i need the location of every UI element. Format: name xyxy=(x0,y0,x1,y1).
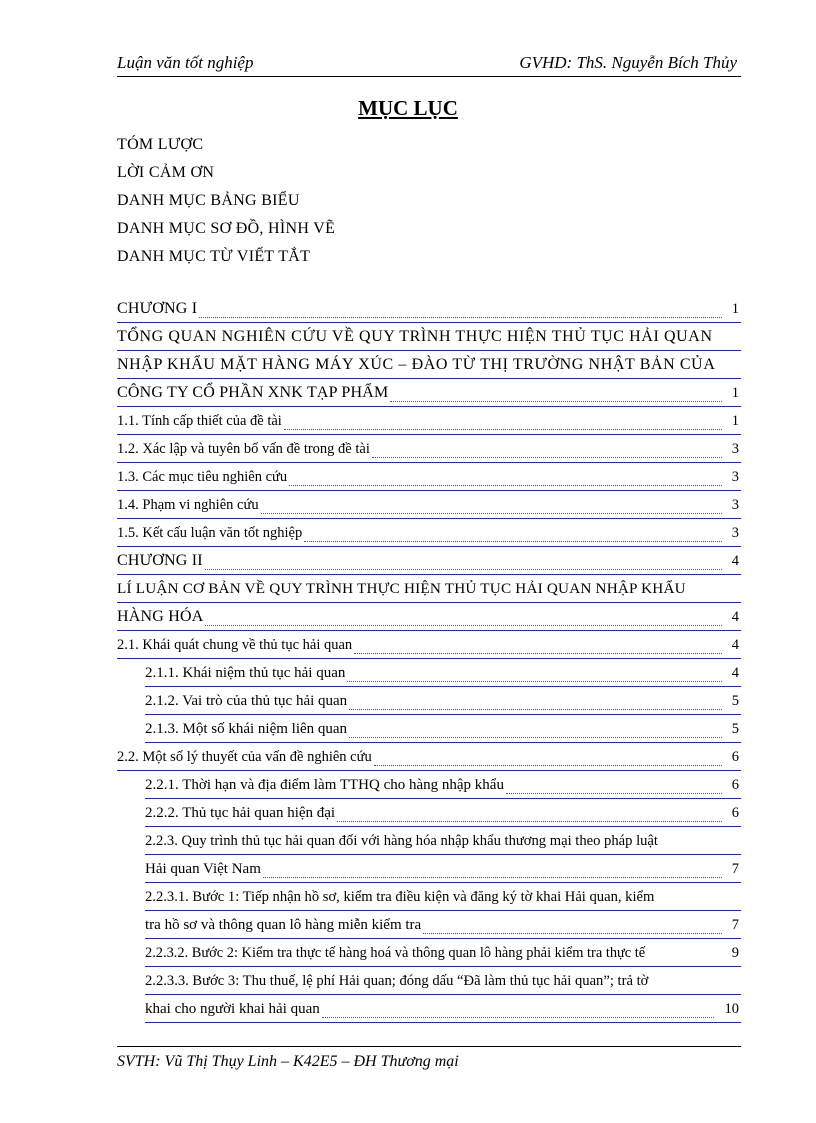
page-footer xyxy=(117,1046,741,1071)
table-of-contents xyxy=(117,296,741,1024)
toc-entry-label: 2.2.2. Thủ tục hải quan hiện đại xyxy=(145,805,336,821)
toc-page-number: 1 xyxy=(731,385,739,401)
toc-entry[interactable] xyxy=(117,632,741,660)
toc-page-number: 3 xyxy=(731,469,739,485)
toc-leader xyxy=(372,457,722,458)
toc-page-number: 9 xyxy=(731,945,739,961)
toc-page-number: 7 xyxy=(731,917,739,933)
toc-entry[interactable] xyxy=(117,884,741,912)
toc-entry-label: 1.4. Phạm vi nghiên cứu xyxy=(117,497,259,513)
header-right-text: GVHD: ThS. Nguyễn Bích Thủy xyxy=(519,53,737,72)
toc-entry-label: 2.2.3. Quy trình thủ tục hải quan đối với hàng hóa nhập khẩu thương mại theo pháp luật xyxy=(145,833,658,849)
page-title xyxy=(0,96,816,121)
toc-entry[interactable] xyxy=(117,548,741,576)
toc-entry-label: HÀNG HÓA xyxy=(117,608,204,625)
toc-entry[interactable] xyxy=(117,968,741,996)
toc-leader xyxy=(354,653,722,654)
toc-entry-label: CÔNG TY CỔ PHẦN XNK TẠP PHẨM xyxy=(117,384,389,401)
toc-page-number: 7 xyxy=(731,861,739,877)
toc-leader xyxy=(374,765,722,766)
toc-entry[interactable] xyxy=(117,324,741,352)
toc-entry-label: 1.5. Kết cấu luận văn tốt nghiệp xyxy=(117,525,303,541)
toc-leader xyxy=(423,933,722,934)
toc-page-number: 1 xyxy=(731,413,739,429)
toc-entry[interactable] xyxy=(117,688,741,716)
toc-entry[interactable] xyxy=(117,436,741,464)
toc-entry-label: 2.1. Khái quát chung về thủ tục hải quan xyxy=(117,637,353,653)
toc-entry-label: Hải quan Việt Nam xyxy=(145,861,261,877)
toc-page-number: 10 xyxy=(724,1001,739,1017)
toc-page-number: 1 xyxy=(731,301,739,317)
toc-page-number: 3 xyxy=(731,441,739,457)
toc-entry[interactable] xyxy=(117,828,741,856)
front-matter-list xyxy=(117,131,335,271)
toc-leader xyxy=(337,821,722,822)
toc-entry[interactable] xyxy=(117,464,741,492)
toc-entry-label: 1.2. Xác lập và tuyên bố vấn đề trong đề tài xyxy=(117,441,370,457)
toc-entry[interactable] xyxy=(117,744,741,772)
toc-entry[interactable] xyxy=(117,716,741,744)
toc-page-number: 4 xyxy=(731,553,739,569)
toc-leader xyxy=(284,429,722,430)
toc-entry[interactable] xyxy=(117,912,741,940)
toc-page-number: 5 xyxy=(731,693,739,709)
toc-entry-label: 2.2.3.1. Bước 1: Tiếp nhận hồ sơ, kiểm tra điều kiện và đăng ký tờ khai Hải quan, kiểm xyxy=(145,889,655,905)
toc-leader xyxy=(390,401,722,402)
toc-entry-label: 2.2.3.2. Bước 2: Kiểm tra thực tế hàng hoá và thông quan lô hàng phải kiểm tra thực tế xyxy=(145,945,646,961)
toc-entry-label: CHƯƠNG I xyxy=(117,300,198,317)
toc-leader xyxy=(199,317,722,318)
toc-entry-label: 2.1.1. Khái niệm thủ tục hải quan xyxy=(145,665,346,681)
toc-page-number: 4 xyxy=(731,609,739,625)
toc-page-number: 3 xyxy=(731,497,739,513)
toc-entry-label: 1.1. Tính cấp thiết của đề tài xyxy=(117,413,282,429)
toc-entry-label: TỔNG QUAN NGHIÊN CỨU VỀ QUY TRÌNH THỰC HIỆN THỦ TỤC HẢI QUAN xyxy=(117,328,713,345)
toc-entry[interactable] xyxy=(117,352,741,380)
toc-page-number: 5 xyxy=(731,721,739,737)
toc-entry-label: CHƯƠNG II xyxy=(117,552,203,569)
toc-entry-label: 2.2. Một số lý thuyết của vấn đề nghiên cứu xyxy=(117,749,372,765)
toc-page-number: 4 xyxy=(731,665,739,681)
header-left-text: Luận văn tốt nghiệp xyxy=(117,53,254,72)
page-title-text: MỤC LỤC xyxy=(358,96,458,120)
toc-page-number: 6 xyxy=(731,777,739,793)
toc-entry[interactable] xyxy=(117,492,741,520)
toc-entry[interactable] xyxy=(117,996,741,1024)
toc-leader xyxy=(263,877,722,878)
toc-leader xyxy=(506,793,722,794)
toc-leader xyxy=(205,625,722,626)
toc-entry-label: 1.3. Các mục tiêu nghiên cứu xyxy=(117,469,288,485)
toc-leader xyxy=(349,737,722,738)
toc-entry-label: khai cho người khai hải quan xyxy=(145,1001,320,1017)
toc-entry[interactable] xyxy=(117,296,741,324)
footer-text: SVTH: Vũ Thị Thụy Linh – K42E5 – ĐH Thương mại xyxy=(117,1053,459,1070)
toc-leader xyxy=(322,1017,714,1018)
toc-entry-label: NHẬP KHẨU MẶT HÀNG MÁY XÚC – ĐÀO TỪ THỊ TRƯỜNG NHẬT BẢN CỦA xyxy=(117,356,716,373)
toc-entry[interactable] xyxy=(117,940,741,968)
toc-entry[interactable] xyxy=(117,800,741,828)
front-matter-item: DANH MỤC TỪ VIẾT TẮT xyxy=(117,248,311,265)
toc-leader xyxy=(261,513,722,514)
toc-entry[interactable] xyxy=(117,520,741,548)
toc-entry-label: 2.1.2. Vai trò của thủ tục hải quan xyxy=(145,693,348,709)
toc-entry[interactable] xyxy=(117,380,741,408)
toc-entry[interactable] xyxy=(117,856,741,884)
toc-entry-label: 2.2.1. Thời hạn và địa điểm làm TTHQ cho hàng nhập khẩu xyxy=(145,777,504,793)
page-header xyxy=(117,52,741,77)
toc-page-number: 6 xyxy=(731,805,739,821)
toc-entry[interactable] xyxy=(117,408,741,436)
toc-page-number: 6 xyxy=(731,749,739,765)
front-matter-item: DANH MỤC SƠ ĐỒ, HÌNH VẼ xyxy=(117,220,336,237)
toc-leader xyxy=(349,709,722,710)
toc-leader xyxy=(205,569,722,570)
toc-entry[interactable] xyxy=(117,604,741,632)
toc-entry[interactable] xyxy=(117,772,741,800)
toc-leader xyxy=(304,541,722,542)
toc-leader xyxy=(347,681,722,682)
toc-page-number: 4 xyxy=(731,637,739,653)
toc-leader xyxy=(289,485,722,486)
front-matter-item: LỜI CẢM ƠN xyxy=(117,164,215,181)
toc-entry-label: 2.1.3. Một số khái niệm liên quan xyxy=(145,721,348,737)
toc-entry-label: LÍ LUẬN CƠ BẢN VỀ QUY TRÌNH THỰC HIỆN THỦ TỤC HẢI QUAN NHẬP KHẨU xyxy=(117,580,686,597)
toc-entry[interactable] xyxy=(117,660,741,688)
front-matter-item: DANH MỤC BẢNG BIỂU xyxy=(117,192,300,209)
toc-entry-label: tra hồ sơ và thông quan lô hàng miễn kiểm tra xyxy=(145,917,422,933)
toc-page-number: 3 xyxy=(731,525,739,541)
front-matter-item: TÓM LƯỢC xyxy=(117,136,204,153)
toc-entry[interactable] xyxy=(117,576,741,604)
toc-entry-label: 2.2.3.3. Bước 3: Thu thuế, lệ phí Hải quan; đóng dấu “Đã làm thủ tục hải quan”; trả tờ xyxy=(145,973,649,989)
